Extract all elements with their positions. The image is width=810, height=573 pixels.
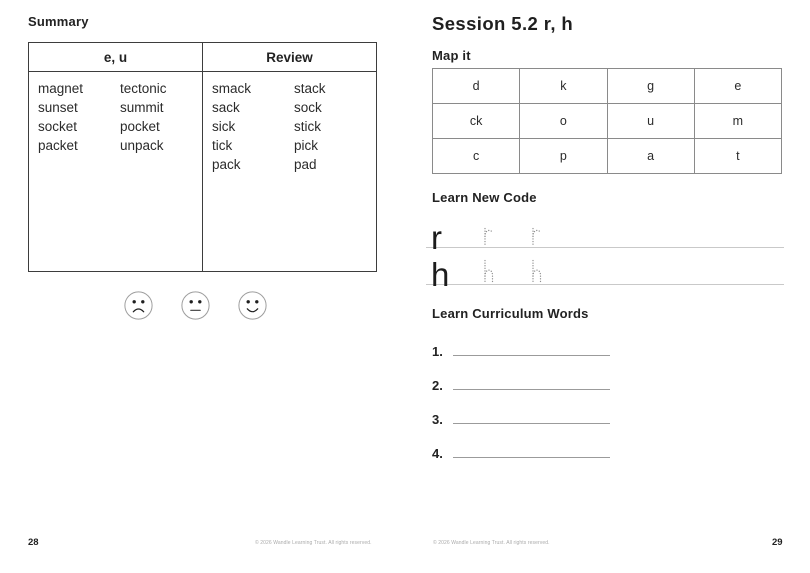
word: socket bbox=[38, 119, 78, 134]
dotted-trace-r-icon bbox=[529, 226, 543, 247]
word: pad bbox=[294, 157, 317, 172]
trace-line-h bbox=[426, 248, 784, 293]
map-it-grid bbox=[432, 68, 782, 174]
item-number: 3. bbox=[432, 412, 443, 427]
word: tectonic bbox=[120, 81, 167, 96]
map-grid-cell: ck bbox=[433, 104, 520, 139]
page-right bbox=[405, 0, 810, 573]
session-title: Session 5.2 r, h bbox=[432, 13, 574, 34]
write-in-blank bbox=[453, 355, 610, 356]
word: pick bbox=[294, 138, 319, 153]
neutral-face-icon bbox=[181, 291, 210, 320]
map-it-heading: Map it bbox=[432, 48, 471, 63]
summary-cell-eu bbox=[29, 72, 203, 272]
map-grid-cell: k bbox=[520, 69, 607, 104]
word-list bbox=[120, 79, 202, 155]
summary-table bbox=[28, 42, 377, 272]
map-grid-row bbox=[433, 104, 782, 139]
word-list bbox=[38, 79, 120, 155]
map-grid-cell: g bbox=[607, 69, 694, 104]
happy-face-icon bbox=[238, 291, 267, 320]
word-list bbox=[294, 79, 376, 174]
map-grid-row bbox=[433, 69, 782, 104]
map-grid-cell: m bbox=[694, 104, 781, 139]
handwriting-practice bbox=[426, 211, 784, 293]
trace-line-r bbox=[426, 211, 784, 256]
map-grid-cell: e bbox=[694, 69, 781, 104]
write-in-blank bbox=[453, 389, 610, 390]
curriculum-item-1 bbox=[432, 344, 610, 360]
sad-face-icon bbox=[124, 291, 153, 320]
feedback-faces bbox=[124, 291, 267, 320]
curriculum-item-4 bbox=[432, 446, 610, 462]
item-number: 4. bbox=[432, 446, 443, 461]
page-number-left: 28 bbox=[28, 537, 39, 548]
word: pack bbox=[212, 157, 241, 172]
learn-curriculum-words-heading: Learn Curriculum Words bbox=[432, 306, 589, 321]
page-number-right: 29 bbox=[772, 537, 783, 548]
word: unpack bbox=[120, 138, 164, 153]
item-number: 2. bbox=[432, 378, 443, 393]
model-letter-h: h bbox=[431, 256, 450, 293]
write-in-blank bbox=[453, 457, 610, 458]
write-in-blank bbox=[453, 423, 610, 424]
dotted-trace-r-icon bbox=[481, 226, 495, 247]
map-grid-cell: t bbox=[694, 139, 781, 174]
map-grid-cell: a bbox=[607, 139, 694, 174]
map-grid-cell: p bbox=[520, 139, 607, 174]
summary-body-row bbox=[29, 72, 377, 272]
word: magnet bbox=[38, 81, 84, 96]
map-grid-cell: c bbox=[433, 139, 520, 174]
item-number: 1. bbox=[432, 344, 443, 359]
map-grid-cell: d bbox=[433, 69, 520, 104]
summary-cell-review bbox=[203, 72, 377, 272]
dotted-trace-h-icon bbox=[529, 259, 544, 284]
summary-col-header-review: Review bbox=[203, 43, 377, 72]
curriculum-item-2 bbox=[432, 378, 610, 394]
word: smack bbox=[212, 81, 252, 96]
word: tick bbox=[212, 138, 233, 153]
map-grid-cell: u bbox=[607, 104, 694, 139]
word: sunset bbox=[38, 100, 78, 115]
curriculum-item-3 bbox=[432, 412, 610, 428]
word: sack bbox=[212, 100, 240, 115]
word: sock bbox=[294, 100, 322, 115]
map-grid-row bbox=[433, 139, 782, 174]
word: stack bbox=[294, 81, 326, 96]
word: sick bbox=[212, 119, 236, 134]
word: packet bbox=[38, 138, 78, 153]
learn-new-code-heading: Learn New Code bbox=[432, 190, 537, 205]
summary-header-row bbox=[29, 43, 377, 72]
word-list bbox=[212, 79, 294, 174]
copyright-left: © 2026 Wandle Learning Trust. All rights reserved. bbox=[255, 540, 372, 546]
summary-col-header-eu: e, u bbox=[29, 43, 203, 72]
summary-heading: Summary bbox=[28, 14, 89, 29]
map-grid-cell: o bbox=[520, 104, 607, 139]
word: stick bbox=[294, 119, 321, 134]
copyright-right: © 2026 Wandle Learning Trust. All rights reserved. bbox=[433, 540, 550, 546]
model-letter-r: r bbox=[431, 219, 442, 256]
dotted-trace-h-icon bbox=[481, 259, 496, 284]
word: pocket bbox=[120, 119, 160, 134]
word: summit bbox=[120, 100, 164, 115]
